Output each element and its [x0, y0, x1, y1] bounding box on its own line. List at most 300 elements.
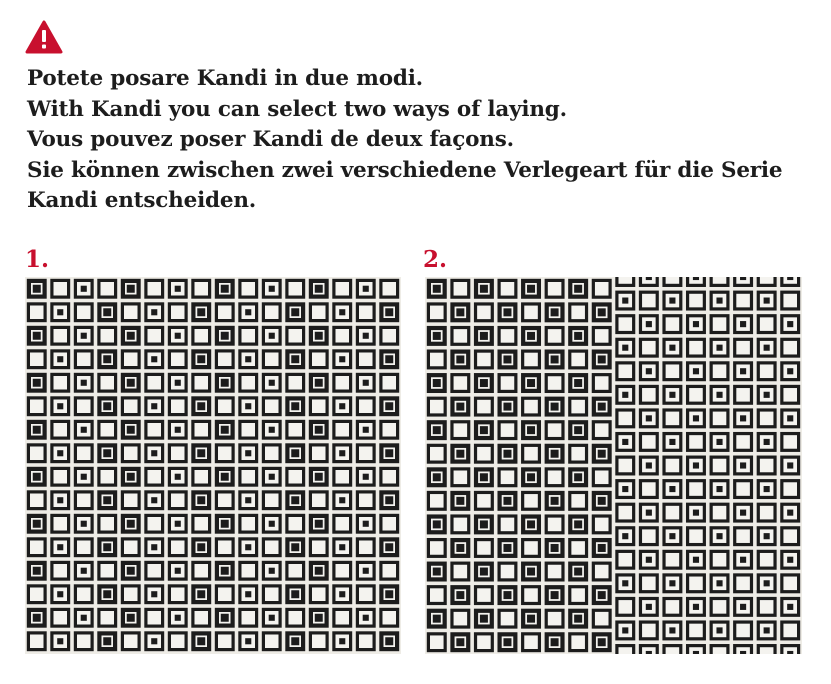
mosaic-tile	[476, 422, 492, 438]
mosaic-tile	[193, 374, 210, 391]
mosaic-tile	[711, 551, 728, 568]
mosaic-tile	[617, 410, 634, 427]
mosaic-tile	[617, 504, 634, 521]
mosaic-tile	[640, 504, 657, 521]
mosaic-tile	[311, 563, 327, 579]
mosaic-tile	[381, 633, 397, 649]
mosaic-tile	[193, 398, 209, 414]
mosaic-tile	[263, 327, 280, 344]
mosaic-tile	[123, 281, 139, 297]
mosaic-tile	[452, 446, 468, 462]
mosaic-tile	[640, 410, 657, 427]
mosaic-tile	[193, 304, 209, 320]
mosaic-tile	[476, 375, 492, 391]
mosaic-tile	[287, 351, 303, 367]
mosaic-tile	[287, 562, 304, 579]
mosaic-tile	[240, 351, 257, 368]
mosaic-tile	[146, 327, 163, 344]
mosaic-tile	[240, 633, 257, 650]
mosaic-tile	[452, 304, 468, 320]
mosaic-tile	[381, 539, 397, 555]
mosaic-tile	[75, 374, 92, 391]
mosaic-tile	[547, 540, 563, 556]
layout-2-label: 2.	[423, 246, 448, 273]
mosaic-tile	[310, 539, 327, 556]
mosaic-tile	[640, 292, 657, 309]
mosaic-tile	[429, 517, 445, 533]
mosaic-tile	[310, 304, 327, 321]
mosaic-tile	[476, 564, 492, 580]
mosaic-tile	[452, 493, 468, 509]
mosaic-tile	[357, 539, 374, 556]
mosaic-tile	[240, 492, 257, 509]
mosaic-tile	[735, 434, 752, 451]
mosaic-tile	[123, 328, 139, 344]
mosaic-tile	[240, 374, 257, 391]
mosaic-tile	[594, 493, 610, 509]
mosaic-tile	[570, 492, 587, 509]
mosaic-tile	[735, 575, 752, 592]
mosaic-tile	[310, 445, 327, 462]
mosaic-tile	[499, 375, 516, 392]
mosaic-tile	[263, 586, 280, 603]
mosaic-tile	[381, 280, 398, 297]
mosaic-tile	[428, 351, 445, 368]
mosaic-tile	[287, 492, 303, 508]
mosaic-tile	[640, 434, 657, 451]
mosaic-tile	[452, 352, 468, 368]
line-italian: Potete posare Kandi in due modi.	[27, 66, 423, 91]
mosaic-tile	[664, 292, 681, 309]
mosaic-tile	[193, 515, 210, 532]
mosaic-tile	[546, 610, 563, 627]
mosaic-tile	[216, 398, 233, 415]
mosaic-tile	[217, 610, 233, 626]
mosaic-tile	[428, 304, 445, 321]
mosaic-tile	[429, 422, 445, 438]
mosaic-tile	[357, 445, 374, 462]
mosaic-tile	[193, 327, 210, 344]
mosaic-tile	[240, 515, 257, 532]
mosaic-tile	[75, 351, 92, 368]
mosaic-tile	[476, 492, 493, 509]
mosaic-tile	[617, 292, 634, 309]
mosaic-tile	[146, 445, 163, 462]
mosaic-tile	[357, 609, 374, 626]
mosaic-tile	[357, 515, 374, 532]
mosaic-tile	[52, 492, 69, 509]
mosaic-tile	[52, 633, 69, 650]
mosaic-tile	[429, 469, 445, 485]
mosaic-tile	[216, 633, 233, 650]
mosaic-tile	[75, 609, 92, 626]
mosaic-tile	[169, 562, 186, 579]
mosaic-tile	[640, 386, 657, 403]
mosaic-tile	[75, 280, 92, 297]
line-french: Vous pouvez poser Kandi de deux façons.	[27, 127, 514, 152]
mosaic-tile	[75, 492, 92, 509]
mosaic-tile	[664, 457, 681, 474]
mosaic-tile	[452, 280, 469, 297]
mosaic-tile	[99, 351, 115, 367]
mosaic-tile	[310, 633, 327, 650]
mosaic-tile	[664, 551, 681, 568]
mosaic-tile	[123, 610, 139, 626]
mosaic-tile	[146, 351, 163, 368]
mosaic-tile	[476, 445, 493, 462]
mosaic-tile	[381, 398, 397, 414]
mosaic-tile	[310, 586, 327, 603]
mosaic-tile	[547, 446, 563, 462]
mosaic-tile	[357, 351, 374, 368]
mosaic-tile	[735, 457, 752, 474]
mosaic-tile	[146, 280, 163, 297]
mosaic-tile	[99, 304, 115, 320]
layout-2-tile-pattern	[425, 277, 802, 654]
mosaic-tile	[523, 304, 540, 321]
mosaic-tile	[193, 492, 209, 508]
mosaic-tile	[640, 551, 657, 568]
mosaic-tile	[570, 281, 586, 297]
mosaic-tile	[735, 363, 752, 380]
mosaic-tile	[617, 316, 634, 333]
mosaic-tile	[758, 622, 775, 639]
mosaic-tile	[123, 375, 139, 391]
mosaic-tile	[593, 422, 610, 439]
mosaic-tile	[570, 469, 586, 485]
mosaic-tile	[758, 292, 775, 309]
mosaic-tile	[263, 374, 280, 391]
mosaic-tile	[99, 562, 116, 579]
mosaic-tile	[711, 504, 728, 521]
mosaic-tile	[500, 587, 516, 603]
mosaic-tile	[28, 633, 45, 650]
mosaic-tile	[146, 492, 163, 509]
mosaic-tile	[216, 304, 233, 321]
mosaic-tile	[381, 468, 398, 485]
mosaic-tile	[782, 457, 799, 474]
mosaic-tile	[735, 277, 752, 285]
mosaic-tile	[381, 492, 397, 508]
mosaic-tile	[99, 633, 115, 649]
mosaic-tile	[311, 610, 327, 626]
mosaic-tile	[429, 564, 445, 580]
mosaic-tile	[523, 492, 540, 509]
mosaic-tile	[664, 277, 681, 285]
mosaic-tile	[28, 492, 45, 509]
mosaic-tile	[547, 399, 563, 415]
mosaic-tile	[357, 374, 374, 391]
mosaic-tile	[499, 563, 516, 580]
mosaic-tile	[263, 398, 280, 415]
mosaic-tile	[99, 374, 116, 391]
mosaic-tile	[664, 316, 681, 333]
mosaic-tile	[263, 609, 280, 626]
mosaic-tile	[240, 445, 257, 462]
mosaic-tile	[311, 516, 327, 532]
mosaic-tile	[29, 328, 45, 344]
mosaic-tile	[758, 457, 775, 474]
mosaic-tile	[52, 586, 69, 603]
mosaic-tile	[452, 422, 469, 439]
mosaic-tile	[99, 492, 115, 508]
mosaic-tile	[570, 517, 586, 533]
mosaic-tile	[428, 634, 445, 651]
mosaic-tile	[758, 528, 775, 545]
mosaic-tile	[499, 280, 516, 297]
mosaic-tile	[29, 281, 45, 297]
mosaic-tile	[711, 363, 728, 380]
mosaic-tile	[287, 515, 304, 532]
mosaic-tile	[664, 363, 681, 380]
mosaic-tile	[523, 517, 539, 533]
mosaic-tile	[499, 422, 516, 439]
mosaic-tile	[29, 375, 45, 391]
mosaic-tile	[711, 528, 728, 545]
layout-1-label: 1.	[25, 246, 50, 273]
mosaic-tile	[52, 539, 69, 556]
mosaic-tile	[146, 562, 163, 579]
mosaic-tile	[75, 539, 92, 556]
mosaic-tile	[640, 363, 657, 380]
mosaic-tile	[688, 622, 705, 639]
mosaic-tile	[664, 386, 681, 403]
mosaic-tile	[640, 598, 657, 615]
mosaic-tile	[122, 492, 139, 509]
mosaic-tile	[29, 563, 45, 579]
mosaic-tile	[523, 375, 539, 391]
mosaic-tile	[169, 398, 186, 415]
mosaic-tile	[122, 351, 139, 368]
mosaic-tile	[75, 421, 92, 438]
mosaic-tile	[169, 492, 186, 509]
mosaic-tile	[52, 562, 69, 579]
mosaic-tile	[452, 328, 469, 345]
mosaic-tile	[570, 304, 587, 321]
mosaic-tile	[758, 598, 775, 615]
mosaic-tile	[499, 469, 516, 486]
mosaic-tile	[146, 304, 163, 321]
mosaic-tile	[476, 281, 492, 297]
mosaic-tile	[523, 469, 539, 485]
mosaic-tile	[122, 633, 139, 650]
mosaic-tile	[547, 634, 563, 650]
mosaic-tile	[428, 492, 445, 509]
mosaic-tile	[429, 375, 445, 391]
mosaic-tile	[499, 328, 516, 345]
mosaic-tile	[664, 598, 681, 615]
mosaic-tile	[216, 351, 233, 368]
mosaic-tile	[711, 622, 728, 639]
mosaic-tile	[75, 304, 92, 321]
mosaic-tile	[122, 539, 139, 556]
mosaic-tile	[711, 598, 728, 615]
mosaic-tile	[735, 646, 752, 654]
mosaic-tile	[169, 304, 186, 321]
mosaic-tile	[263, 280, 280, 297]
mosaic-tile	[334, 562, 351, 579]
mosaic-tile	[28, 398, 45, 415]
mosaic-tile	[546, 422, 563, 439]
mosaic-tile	[334, 445, 351, 462]
mosaic-tile	[711, 316, 728, 333]
line-german-cont: Kandi entscheiden.	[27, 188, 257, 213]
mosaic-tile	[216, 539, 233, 556]
mosaic-tile	[428, 445, 445, 462]
mosaic-tile	[640, 457, 657, 474]
mosaic-tile	[334, 374, 351, 391]
mosaic-tile	[758, 504, 775, 521]
mosaic-tile	[594, 352, 610, 368]
mosaic-tile	[240, 280, 257, 297]
mosaic-tile	[523, 634, 540, 651]
mosaic-tile	[711, 277, 728, 285]
mosaic-tile	[169, 468, 186, 485]
mosaic-tile	[217, 375, 233, 391]
mosaic-tile	[311, 281, 327, 297]
mosaic-tile	[52, 398, 69, 415]
mosaic-tile	[500, 304, 516, 320]
mosaic-tile	[287, 445, 303, 461]
mosaic-tile	[664, 528, 681, 545]
mosaic-tile	[570, 587, 587, 604]
mosaic-tile	[782, 575, 799, 592]
mosaic-tile	[357, 398, 374, 415]
mosaic-tile	[240, 468, 257, 485]
mosaic-tile	[476, 469, 492, 485]
mosaic-tile	[476, 398, 493, 415]
mosaic-tile	[240, 421, 257, 438]
mosaic-tile	[146, 468, 163, 485]
mosaic-tile	[782, 551, 799, 568]
mosaic-tile	[758, 386, 775, 403]
mosaic-tile	[546, 469, 563, 486]
mosaic-tile	[758, 316, 775, 333]
warning-triangle-icon	[25, 20, 63, 54]
mosaic-tile	[263, 468, 280, 485]
mosaic-tile	[594, 587, 610, 603]
mosaic-tile	[381, 586, 397, 602]
mosaic-tile	[75, 586, 92, 603]
mosaic-tile	[334, 633, 351, 650]
mosaic-tile	[711, 434, 728, 451]
mosaic-tile	[570, 564, 586, 580]
mosaic-tile	[523, 540, 540, 557]
mosaic-tile	[570, 351, 587, 368]
mosaic-tile	[782, 316, 799, 333]
mosaic-tile	[381, 374, 398, 391]
mosaic-tile	[146, 421, 163, 438]
mosaic-tile	[593, 469, 610, 486]
mosaic-tile	[688, 575, 705, 592]
mosaic-tile	[452, 563, 469, 580]
mosaic-tile	[617, 622, 634, 639]
mosaic-tile	[429, 611, 445, 627]
mosaic-tile	[758, 277, 775, 285]
mosaic-tile	[217, 563, 233, 579]
mosaic-tile	[617, 457, 634, 474]
mosaic-tile	[29, 516, 45, 532]
mosaic-tile	[782, 410, 799, 427]
mosaic-tile	[688, 292, 705, 309]
mosaic-tile	[287, 609, 304, 626]
mosaic-tile	[28, 539, 45, 556]
mosaic-tile	[500, 634, 516, 650]
mosaic-tile	[357, 468, 374, 485]
mosaic-tile	[429, 281, 445, 297]
mosaic-tile	[123, 469, 139, 485]
mosaic-tile	[547, 304, 563, 320]
mosaic-tile	[782, 434, 799, 451]
mosaic-tile	[216, 492, 233, 509]
mosaic-tile	[122, 445, 139, 462]
mosaic-tile	[28, 351, 45, 368]
mosaic-tile	[500, 399, 516, 415]
mosaic-tile	[546, 280, 563, 297]
mosaic-tile	[28, 445, 45, 462]
mosaic-tile	[287, 421, 304, 438]
mosaic-tile	[263, 421, 280, 438]
mosaic-tile	[547, 493, 563, 509]
mosaic-tile	[452, 399, 468, 415]
mosaic-tile	[546, 563, 563, 580]
mosaic-tile	[146, 586, 163, 603]
mosaic-tile	[782, 363, 799, 380]
mosaic-tile	[476, 611, 492, 627]
mosaic-tile	[735, 481, 752, 498]
mosaic-tile	[429, 328, 445, 344]
mosaic-tile	[240, 539, 257, 556]
mosaic-tile	[523, 328, 539, 344]
mosaic-tile	[476, 587, 493, 604]
mosaic-tile	[240, 586, 257, 603]
mosaic-tile	[334, 586, 351, 603]
mosaic-tile	[334, 280, 351, 297]
mosaic-tile	[593, 280, 610, 297]
mosaic-tile	[334, 492, 351, 509]
mosaic-tile	[169, 351, 186, 368]
mosaic-tile	[593, 516, 610, 533]
mosaic-tile	[476, 517, 492, 533]
mosaic-tile	[146, 374, 163, 391]
mosaic-tile	[711, 410, 728, 427]
mosaic-tile	[523, 422, 539, 438]
mosaic-tile	[123, 563, 139, 579]
mosaic-tile	[99, 280, 116, 297]
mosaic-tile	[287, 374, 304, 391]
mosaic-tile	[75, 515, 92, 532]
mosaic-tile	[452, 610, 469, 627]
mosaic-tile	[523, 281, 539, 297]
mosaic-tile	[381, 351, 397, 367]
mosaic-tile	[216, 445, 233, 462]
mosaic-tile	[664, 481, 681, 498]
mosaic-tile	[311, 422, 327, 438]
mosaic-tile	[52, 280, 69, 297]
mosaic-tile	[381, 304, 397, 320]
mosaic-tile	[640, 528, 657, 545]
mosaic-tile	[28, 586, 45, 603]
mosaic-tile	[381, 421, 398, 438]
mosaic-tile	[357, 562, 374, 579]
mosaic-tile	[735, 316, 752, 333]
instructions-text	[27, 64, 817, 217]
mosaic-tile	[310, 398, 327, 415]
mosaic-tile	[169, 445, 186, 462]
mosaic-tile	[357, 586, 374, 603]
mosaic-tile	[782, 277, 799, 285]
mosaic-tile	[52, 445, 69, 462]
